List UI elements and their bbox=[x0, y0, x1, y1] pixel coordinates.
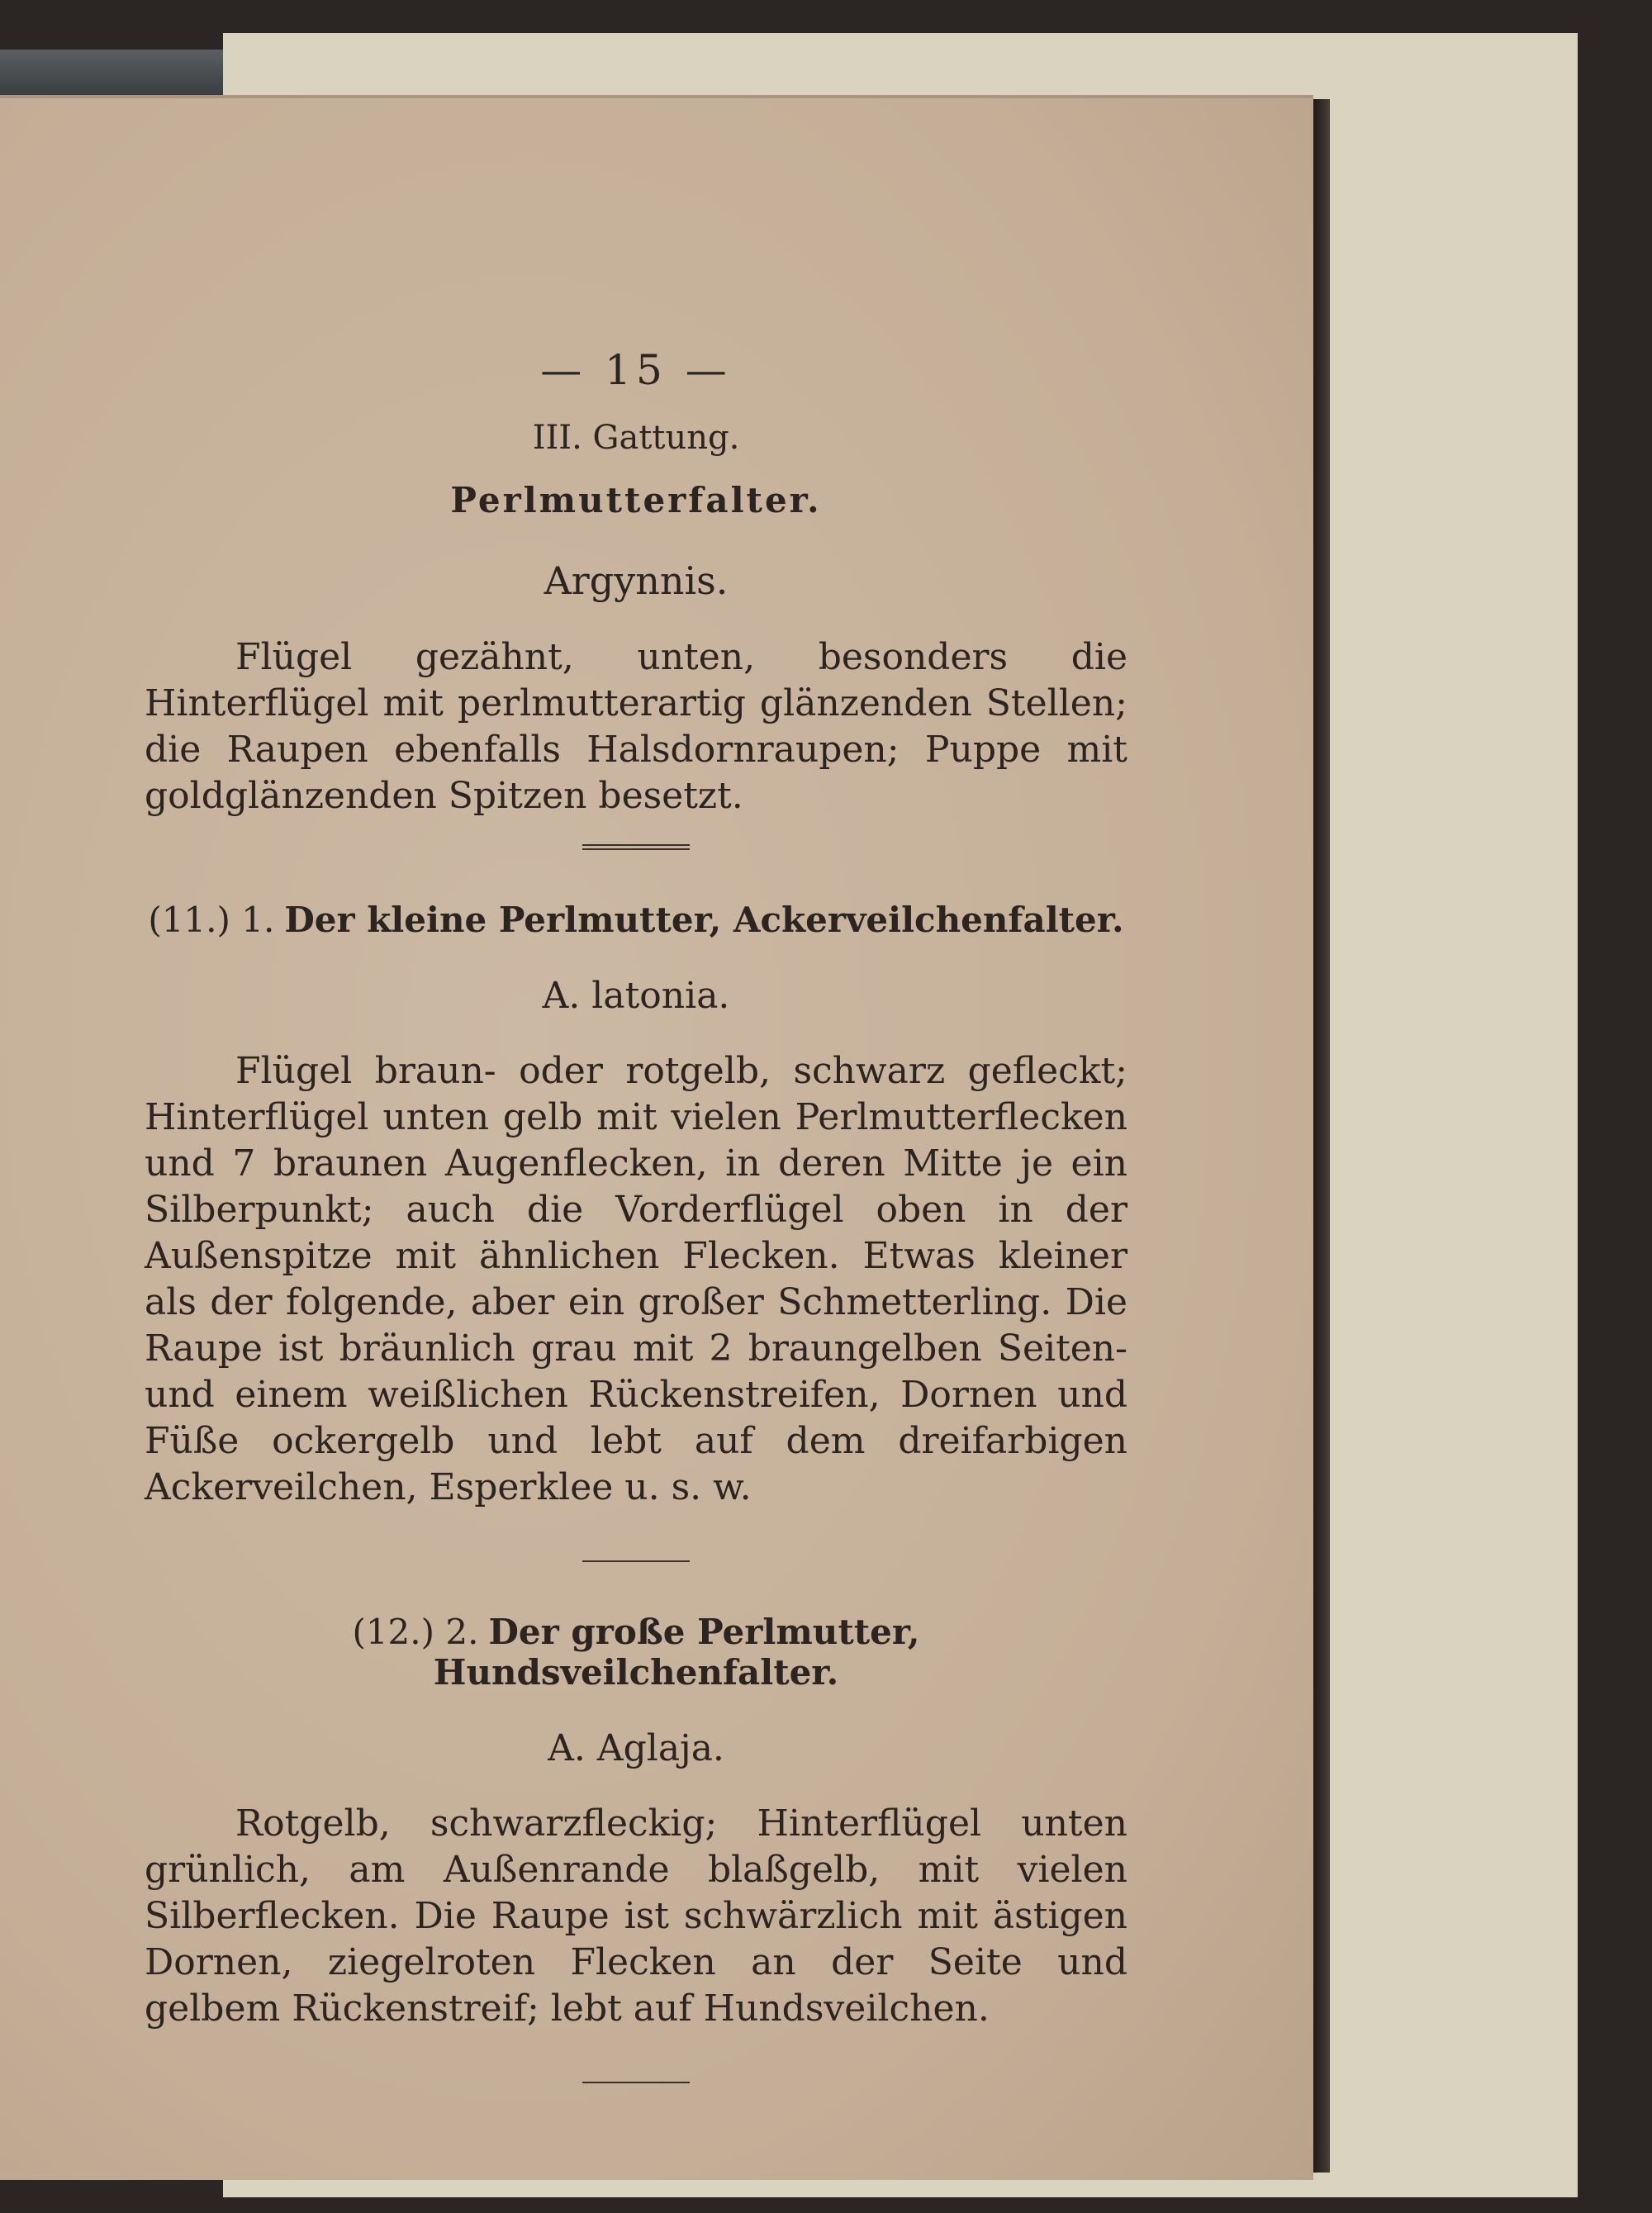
species-name-latin: A. Aglaja. bbox=[548, 1727, 724, 1769]
species-description: Flügel braun- oder rotgelb, schwarz gefleckt; Hinterflügel unten gelb mit vielen Perlmutterflecken und 7 braunen Augenflecken, in deren Mitte je ein Silberpunkt; auch die Vorderflügel oben in der Außenspitze mit ähnlichen Flecken. Etwas kleiner als der folgende, aber ein großer Schmetterling. Die Raupe ist bräunlich grau mit 2 braungelben Seiten- und einem weißlichen Rückenstreifen, Dornen und Füße ockergelb und lebt auf dem dreifarbigen Ackerveilchen, Esperklee u. s. w. bbox=[145, 1050, 1127, 1508]
section-divider bbox=[582, 844, 690, 850]
page-content bbox=[145, 255, 1127, 2083]
species-name-german: Der kleine Perlmutter, Ackerveilchenfalter. bbox=[284, 900, 1124, 940]
page-number: — 15 — bbox=[540, 346, 732, 394]
genus-heading: III. Gattung. bbox=[532, 419, 740, 457]
species-title bbox=[145, 900, 1127, 940]
genus-description: Flügel gezähnt, unten, besonders die Hinterflügel mit perlmutterartig glänzenden Stellen; die Raupen ebenfalls Halsdornraupen; Puppe mit goldglänzenden Spitzen besetzt. bbox=[145, 636, 1127, 817]
genus-name-german: Perlmutterfalter. bbox=[450, 480, 822, 520]
species-number: (11.) 1. bbox=[148, 900, 275, 940]
genus-name-latin: Argynnis. bbox=[544, 558, 729, 603]
section-divider bbox=[582, 1560, 690, 1562]
book-page bbox=[0, 95, 1313, 2180]
species-name-german: Der große Perlmutter, Hundsveilchenfalter. bbox=[433, 1612, 920, 1693]
section-divider bbox=[582, 2082, 690, 2083]
book-binding-strip bbox=[0, 50, 223, 95]
species-title bbox=[145, 1612, 1127, 1693]
species-description: Rotgelb, schwarzfleckig; Hinterflügel unten grünlich, am Außenrande blaßgelb, mit vielen Silberflecken. Die Raupe ist schwärzlich mit ästigen Dornen, ziegelroten Flecken an der Seite und gelbem Rückenstreif; lebt auf Hundsveilchen. bbox=[145, 1802, 1127, 2030]
species-name-latin: A. latonia. bbox=[542, 975, 730, 1017]
species-number: (12.) 2. bbox=[352, 1612, 479, 1652]
